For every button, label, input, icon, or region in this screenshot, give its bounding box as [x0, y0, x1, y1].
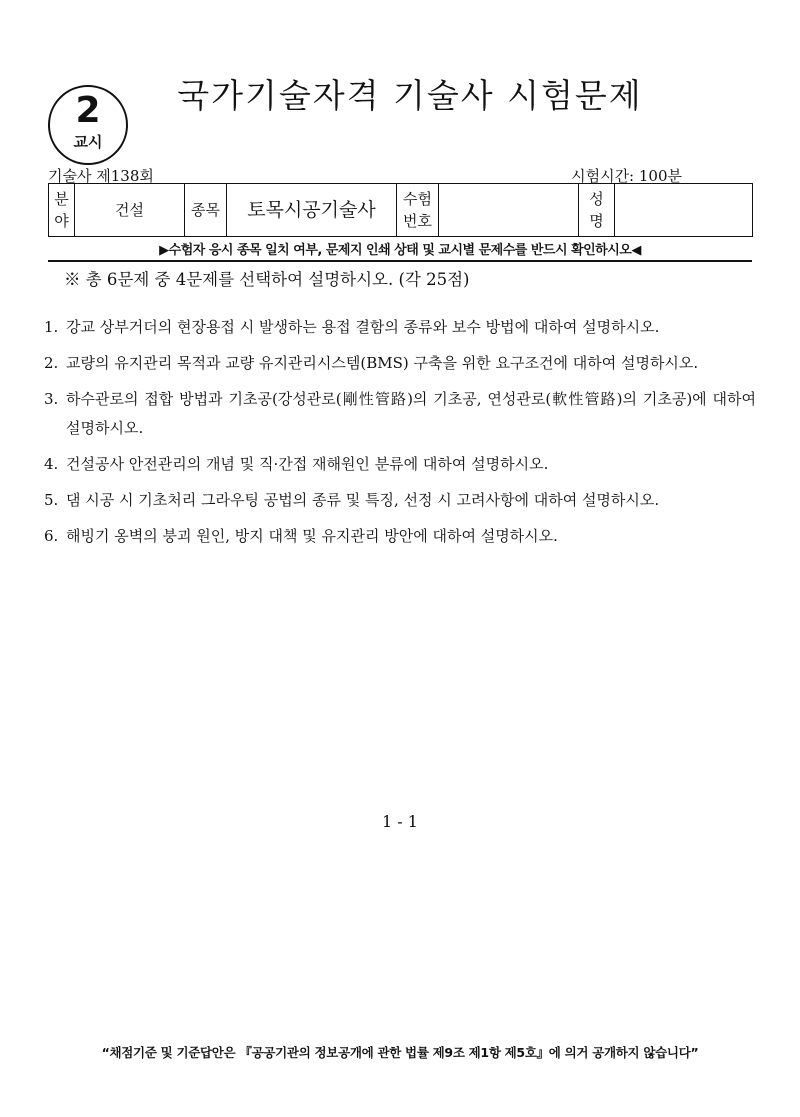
period-label: 교시: [73, 133, 103, 151]
instruction: ※ 총 6문제 중 4문제를 선택하여 설명하시오. (각 25점): [64, 270, 470, 289]
category-value: 토목시공기술사: [227, 184, 397, 237]
footer-note: “채점기준 및 기준답안은 『공공기관의 정보공개에 관한 법률 제9조 제1항 제5호』에 의거 공개하지 않습니다”: [101, 1045, 699, 1060]
question-text: 해빙기 옹벽의 붕괴 원인, 방지 대책 및 유지관리 방안에 대하여 설명하시오.: [66, 527, 558, 545]
exam-number-label-bottom: 번호: [403, 212, 432, 230]
exam-number-label: [397, 184, 439, 237]
question-number: 1.: [44, 318, 59, 336]
field-label: [49, 184, 75, 237]
name-field[interactable]: [615, 184, 753, 237]
exam-time: 시험시간: 100분: [571, 167, 682, 185]
question-text: 댐 시공 시 기초처리 그라우팅 공법의 종류 및 특징, 선정 시 고려사항에 대하여 설명하시오.: [66, 491, 660, 509]
question-number: 2.: [44, 354, 59, 372]
category-label: 종목: [185, 184, 227, 237]
exam-round: 기술사 제138회: [48, 167, 154, 185]
period-number: 2: [75, 90, 101, 131]
question-item: [44, 349, 756, 378]
question-number: 3.: [44, 390, 59, 408]
question-number: 5.: [44, 491, 59, 509]
question-item: [44, 450, 756, 479]
divider: [48, 260, 752, 262]
question-text: 강교 상부거더의 현장용접 시 발생하는 용접 결함의 종류와 보수 방법에 대하여 설명하시오.: [66, 318, 660, 336]
field-value: 건설: [75, 184, 185, 237]
name-label: [579, 184, 615, 237]
name-label-top: 성: [589, 190, 604, 208]
question-text: 건설공사 안전관리의 개념 및 직·간접 재해원인 분류에 대하여 설명하시오.: [66, 455, 549, 473]
name-label-bottom: 명: [589, 212, 604, 230]
question-item: [44, 313, 756, 342]
exam-number-label-top: 수험: [403, 190, 432, 208]
exam-info-table: [48, 183, 753, 237]
question-number: 6.: [44, 527, 59, 545]
exam-number-field[interactable]: [439, 184, 579, 237]
question-item: [44, 385, 756, 443]
question-item: [44, 486, 756, 515]
check-notice: ▶수험자 응시 종목 일치 여부, 문제지 인쇄 상태 및 교시별 문제수를 반드시 확인하시오◀: [159, 243, 641, 258]
question-text: 교량의 유지관리 목적과 교량 유지관리시스템(BMS) 구축을 위한 요구조건에 대하여 설명하시오.: [66, 354, 699, 372]
question-item: [44, 522, 756, 551]
question-number: 4.: [44, 455, 59, 473]
question-text: 하수관로의 접합 방법과 기초공(강성관로(剛性管路)의 기초공, 연성관로(軟性管路)의 기초공)에 대하여 설명하시오.: [66, 390, 756, 437]
field-label-bottom: 야: [54, 212, 69, 230]
exam-title: 국가기술자격 기술사 시험문제: [177, 76, 643, 115]
period-badge: [48, 85, 128, 165]
field-label-top: 분: [54, 190, 69, 208]
page-number: 1 - 1: [382, 812, 418, 831]
question-list: [44, 313, 756, 558]
